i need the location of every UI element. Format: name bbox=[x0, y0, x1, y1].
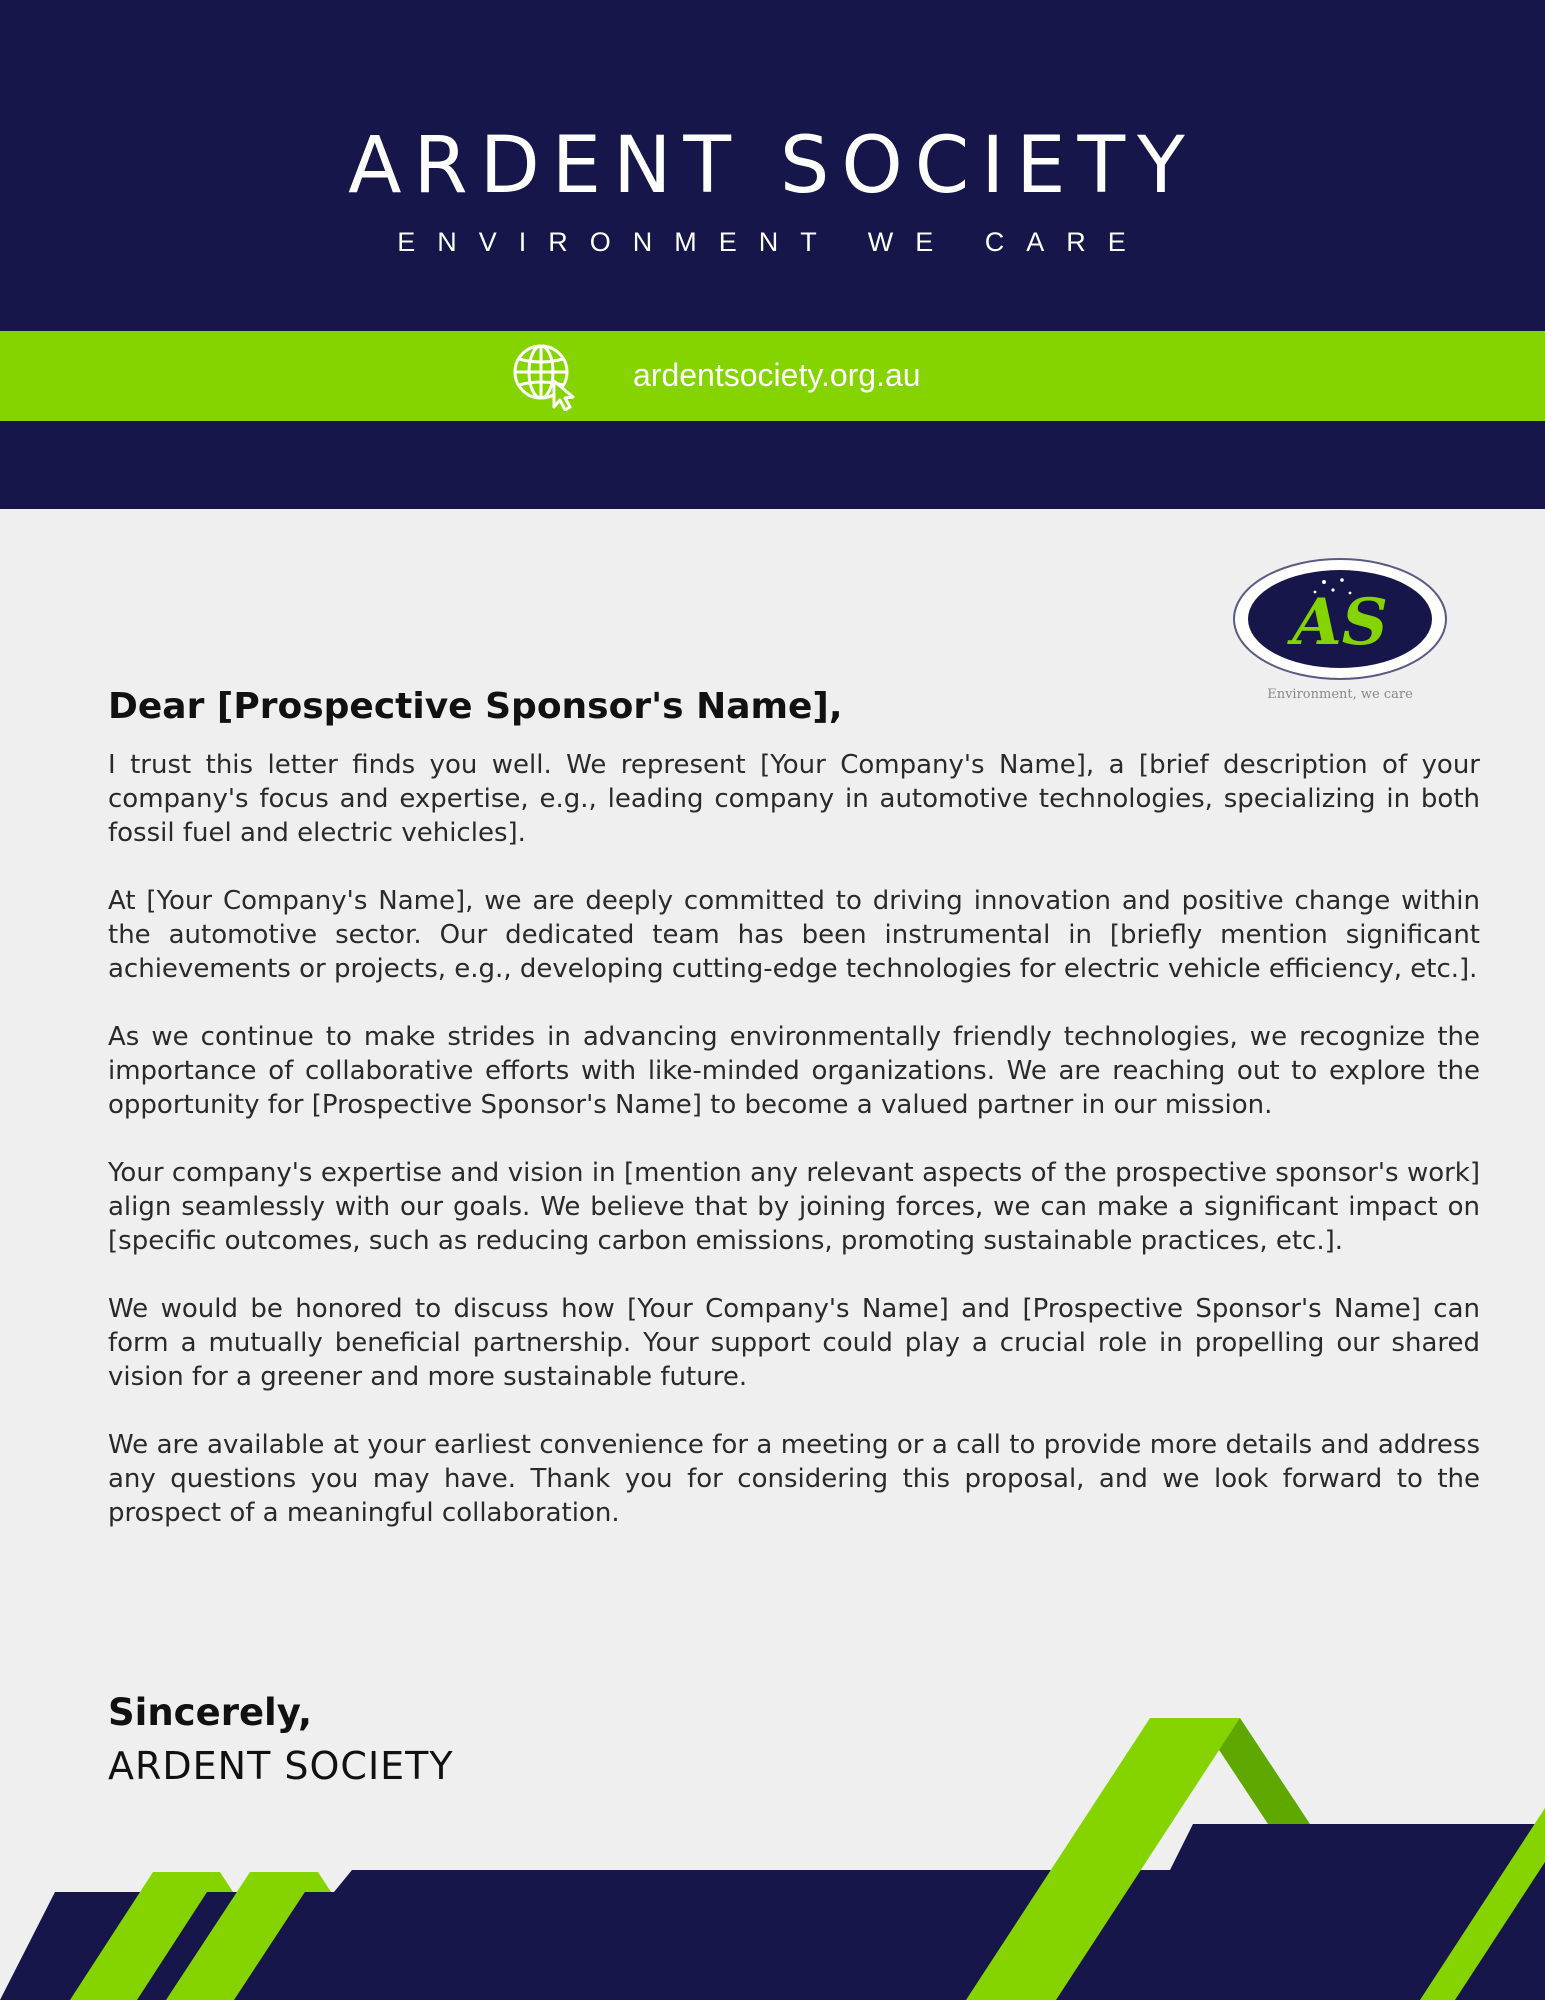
organization-tagline: ENVIRONMENT WE CARE bbox=[397, 227, 1148, 257]
letter-paragraph: We are available at your earliest convenience for a meeting or a call to provide more details and address any questions you may have. Thank you for considering this proposal, and we look forward to the prospect of a meaningful collaboration. bbox=[108, 1430, 1480, 1528]
salutation: Dear [Prospective Sponsor's Name], bbox=[108, 686, 843, 727]
closing: Sincerely, bbox=[108, 1691, 313, 1734]
letter-paragraph: At [Your Company's Name], we are deeply committed to driving innovation and positive change within the automotive sector. Our dedicated team has been instrumental in [briefly mention significant achievements or projects, e.g., developing cutting-edge technologies for electric vehicle efficiency, etc.]. bbox=[108, 886, 1480, 984]
logo-caption: Environment, we care bbox=[1267, 687, 1413, 702]
letter-paragraph: We would be honored to discuss how [Your Company's Name] and [Prospective Sponsor's Name] can form a mutually beneficial partnership. Your support could play a crucial role in propelling our shared vision for a greener and more sustainable future. bbox=[108, 1294, 1480, 1392]
letter-paragraph: I trust this letter finds you well. We represent [Your Company's Name], a [brief description of your company's focus and expertise, e.g., leading company in automotive technologies, specializing in both fossil fuel and electric vehicles]. bbox=[108, 750, 1480, 848]
website-link[interactable]: ardentsociety.org.au bbox=[633, 357, 921, 393]
ardent-society-logo bbox=[1230, 552, 1450, 704]
letter-body bbox=[108, 748, 1480, 1564]
signature: ARDENT SOCIETY bbox=[108, 1744, 454, 1788]
website-band bbox=[0, 331, 1545, 421]
letterhead-header bbox=[0, 0, 1545, 509]
globe-cursor-icon bbox=[510, 341, 580, 411]
footer-decoration bbox=[0, 1700, 1545, 2000]
letter-paragraph: As we continue to make strides in advancing environmentally friendly technologies, we recognize the importance of collaborative efforts with like-minded organizations. We are reaching out to explore the opportunity for [Prospective Sponsor's Name] to become a valued partner in our mission. bbox=[108, 1022, 1480, 1120]
letter-paragraph: Your company's expertise and vision in [mention any relevant aspects of the prospective sponsor's work] align seamlessly with our goals. We believe that by joining forces, we can make a significant impact on [specific outcomes, such as reducing carbon emissions, promoting sustainable practices, etc.]. bbox=[108, 1158, 1480, 1256]
organization-title: ARDENT SOCIETY bbox=[348, 121, 1197, 211]
logo-monogram: AS bbox=[1292, 585, 1388, 660]
